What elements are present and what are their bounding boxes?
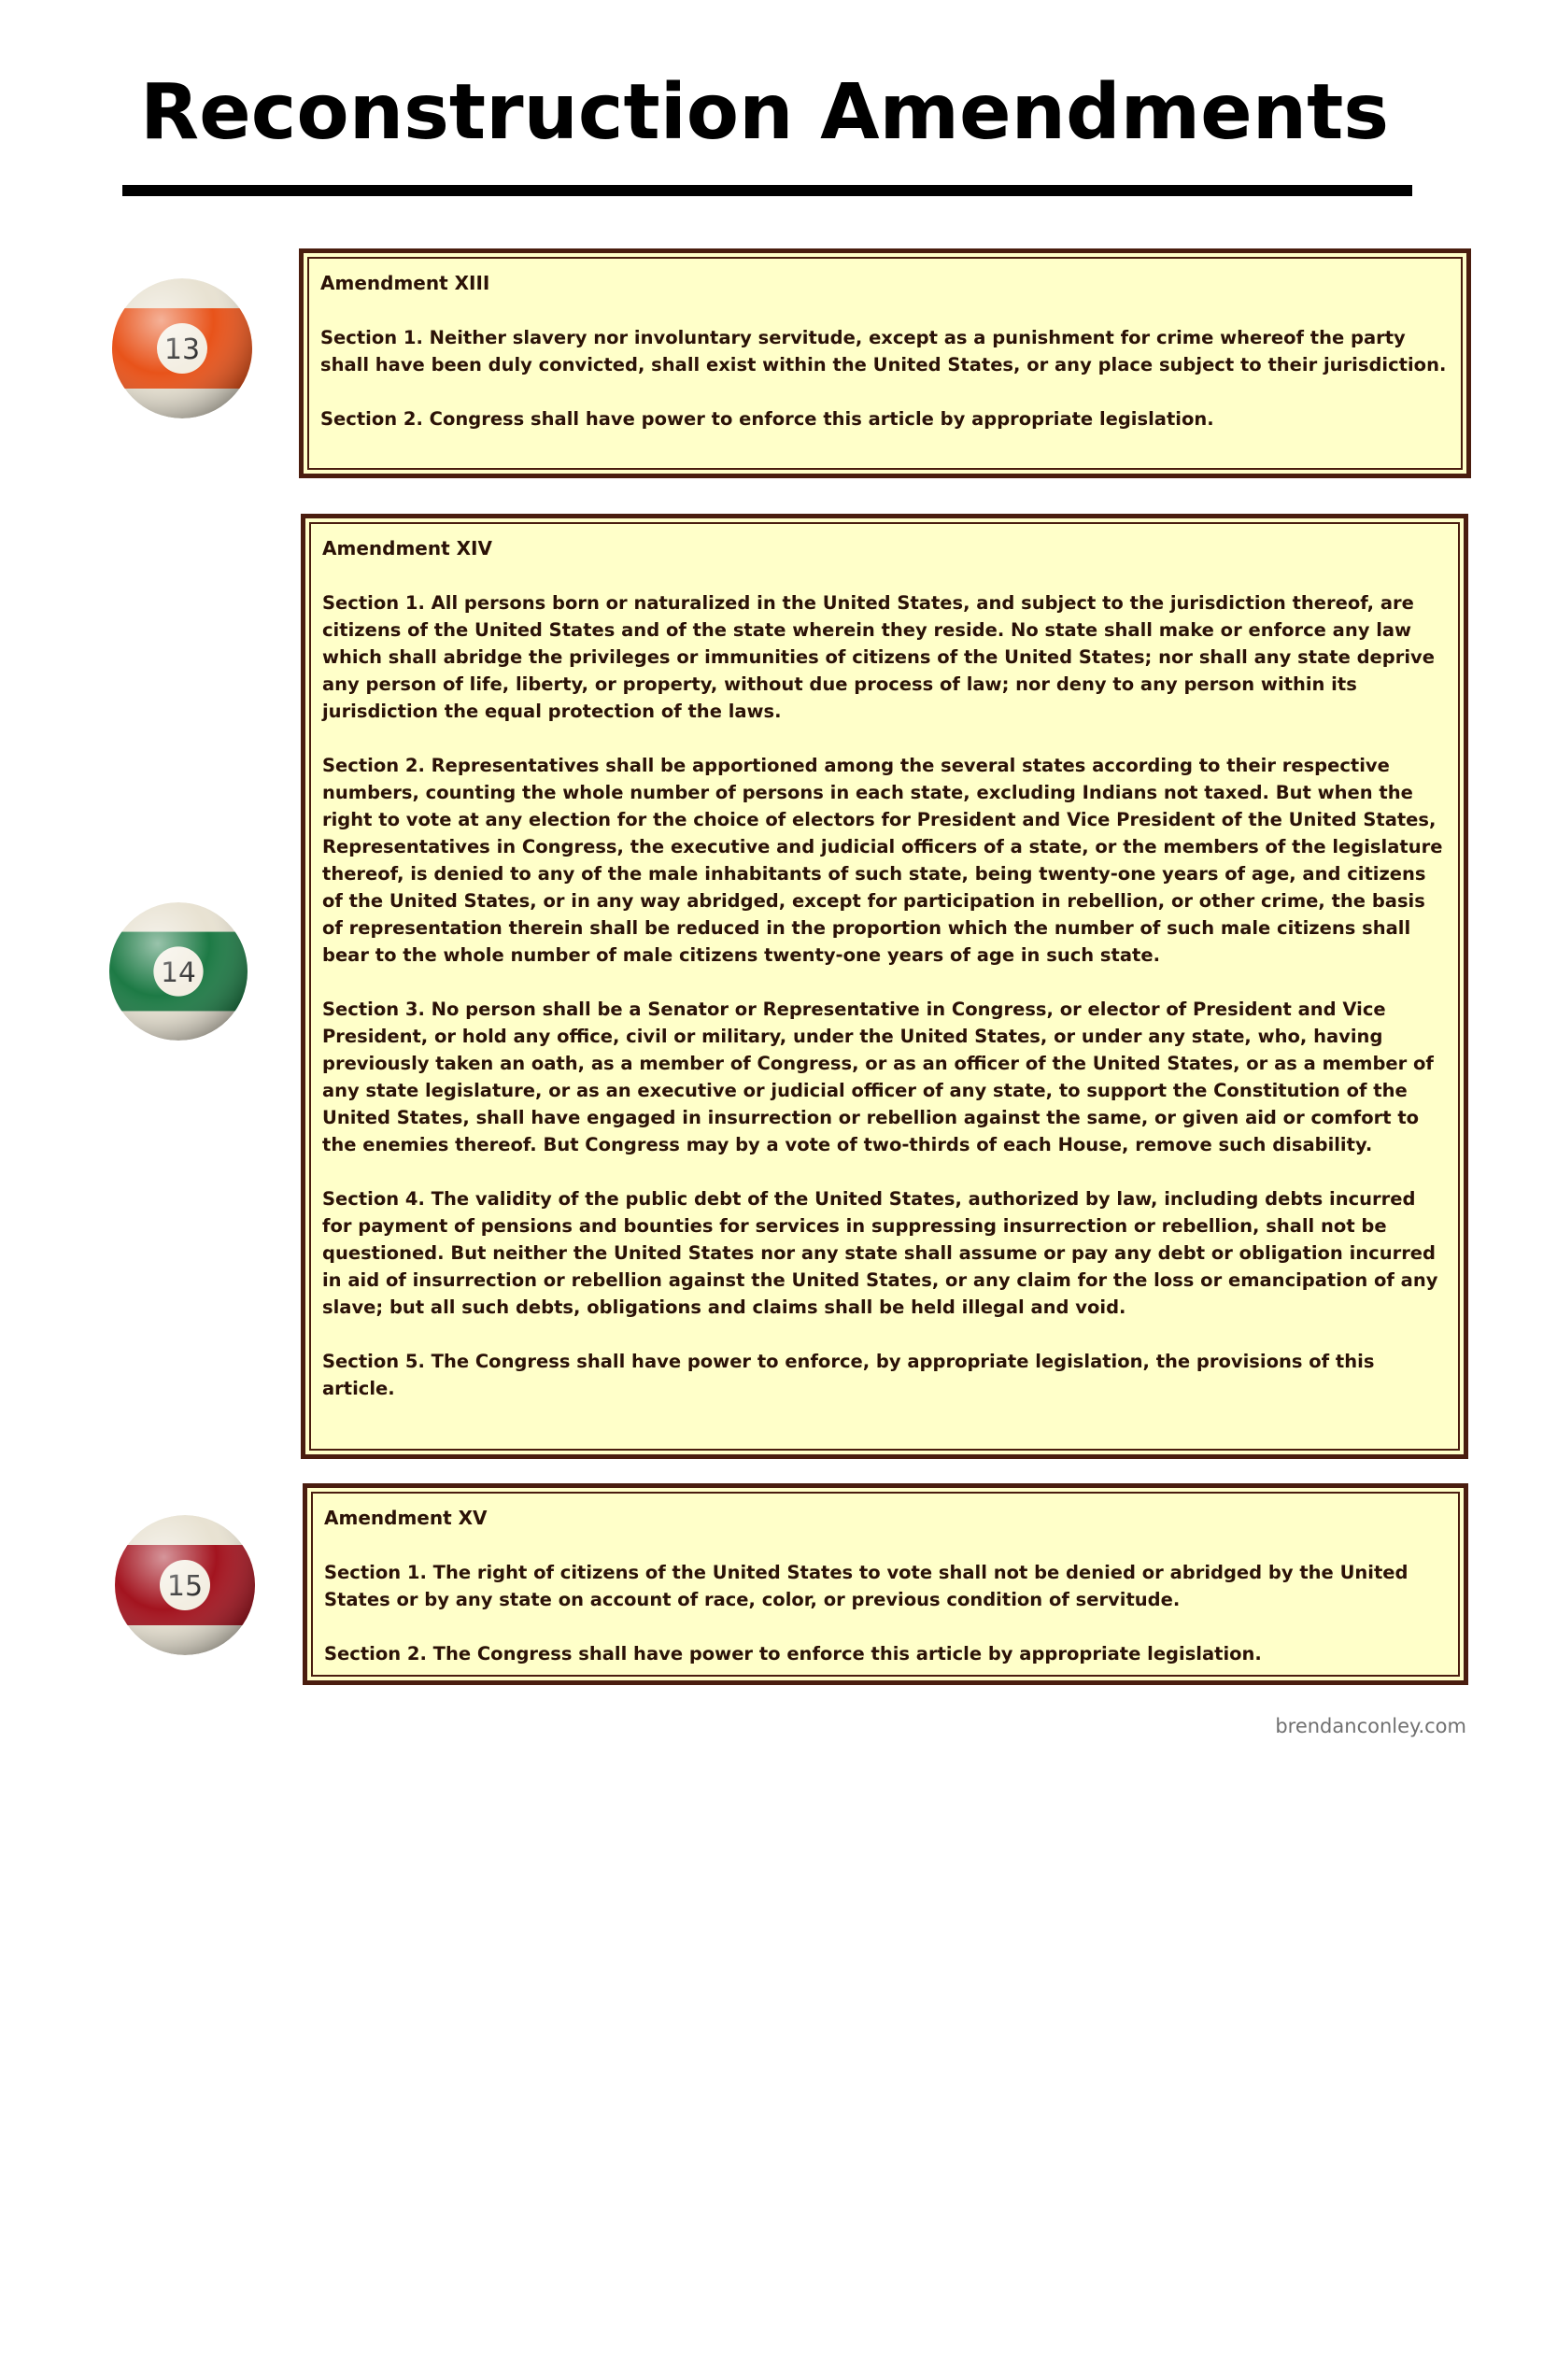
footer-credit: brendanconley.com (1275, 1715, 1466, 1737)
amendment-inner-frame (307, 257, 1463, 470)
amendment-xiii-box (299, 248, 1471, 478)
section-3-text: Section 3. No person shall be a Senator or Representative in Congress, or elector of President and Vice President, or hold any office, civil or military, under the United States, or under any state, who, having previously taken an oath, as a member of Congress, or as an officer of the United States, or as a member of any state legislature, or as an executive or judicial officer of any state, to support the Constitution of the United States, shall have engaged in insurrection or rebellion against the same, or given aid or comfort to the enemies thereof. But Congress may by a vote of two-thirds of each House, remove such disability. (322, 999, 1434, 1155)
amendment-inner-frame (311, 1492, 1460, 1677)
section-2-text: Section 2. The Congress shall have power to enforce this article by appropriate legislation. (324, 1643, 1262, 1665)
section-4-text: Section 4. The validity of the public debt of the United States, authorized by law, including debts incurred for payment of pensions and bounties for services in suppressing insurrection or rebellion, shall not be questioned. But neither the United States nor any state shall assume or pay any debt or obligation incurred in aid of insurrection or rebellion against the United States, or any claim for the loss or emancipation of any slave; but all such debts, obligations and claims shall be held illegal and void. (322, 1188, 1438, 1318)
section-5-text: Section 5. The Congress shall have power to enforce, by appropriate legislation, the provisions of this article. (322, 1351, 1375, 1399)
section-1-text: Section 1. Neither slavery nor involuntary servitude, except as a punishment for crime whereof the party shall have been duly convicted, shall exist within the United States, or any place subject to their jurisdiction. (320, 327, 1447, 375)
title-rule (122, 185, 1412, 196)
amendment-heading: Amendment XIII (320, 272, 490, 294)
section-1-text: Section 1. All persons born or naturalized in the United States, and subject to the jurisdiction thereof, are citizens of the United States and of the state wherein they reside. No state shall make or enforce any law which shall abridge the privileges or immunities of citizens of the United States; nor shall any state deprive any person of life, liberty, or property, without due process of law; nor deny to any person within its jurisdiction the equal protection of the laws. (322, 592, 1435, 722)
pool-ball-13-icon (112, 278, 252, 418)
page-title: Reconstruction Amendments (140, 68, 1390, 157)
amendment-heading: Amendment XIV (322, 537, 492, 560)
amendment-inner-frame (309, 522, 1460, 1451)
amendment-xiv-box (301, 514, 1468, 1459)
section-2-text: Section 2. Congress shall have power to enforce this article by appropriate legislation. (320, 408, 1214, 430)
pool-ball-14-icon (109, 902, 248, 1041)
section-1-text: Section 1. The right of citizens of the United States to vote shall not be denied or abridged by the United States or by any state on account of race, color, or previous condition of servitude. (324, 1562, 1409, 1610)
section-2-text: Section 2. Representatives shall be apportioned among the several states according to their respective numbers, counting the whole number of persons in each state, excluding Indians not taxed. But when the right to vote at any election for the choice of electors for President and Vice President of the United States, Representatives in Congress, the executive and judicial officers of a state, or the members of the legislature thereof, is denied to any of the male inhabitants of such state, being twenty-one years of age, and citizens of the United States, or in any way abridged, except for participation in rebellion, or other crime, the basis of representation therein shall be reduced in the proportion which the number of such male citizens shall bear to the whole number of male citizens twenty-one years of age in such state. (322, 755, 1443, 966)
amendment-heading: Amendment XV (324, 1507, 488, 1529)
amendment-xv-box (303, 1483, 1468, 1685)
pool-ball-15-icon (115, 1515, 255, 1655)
